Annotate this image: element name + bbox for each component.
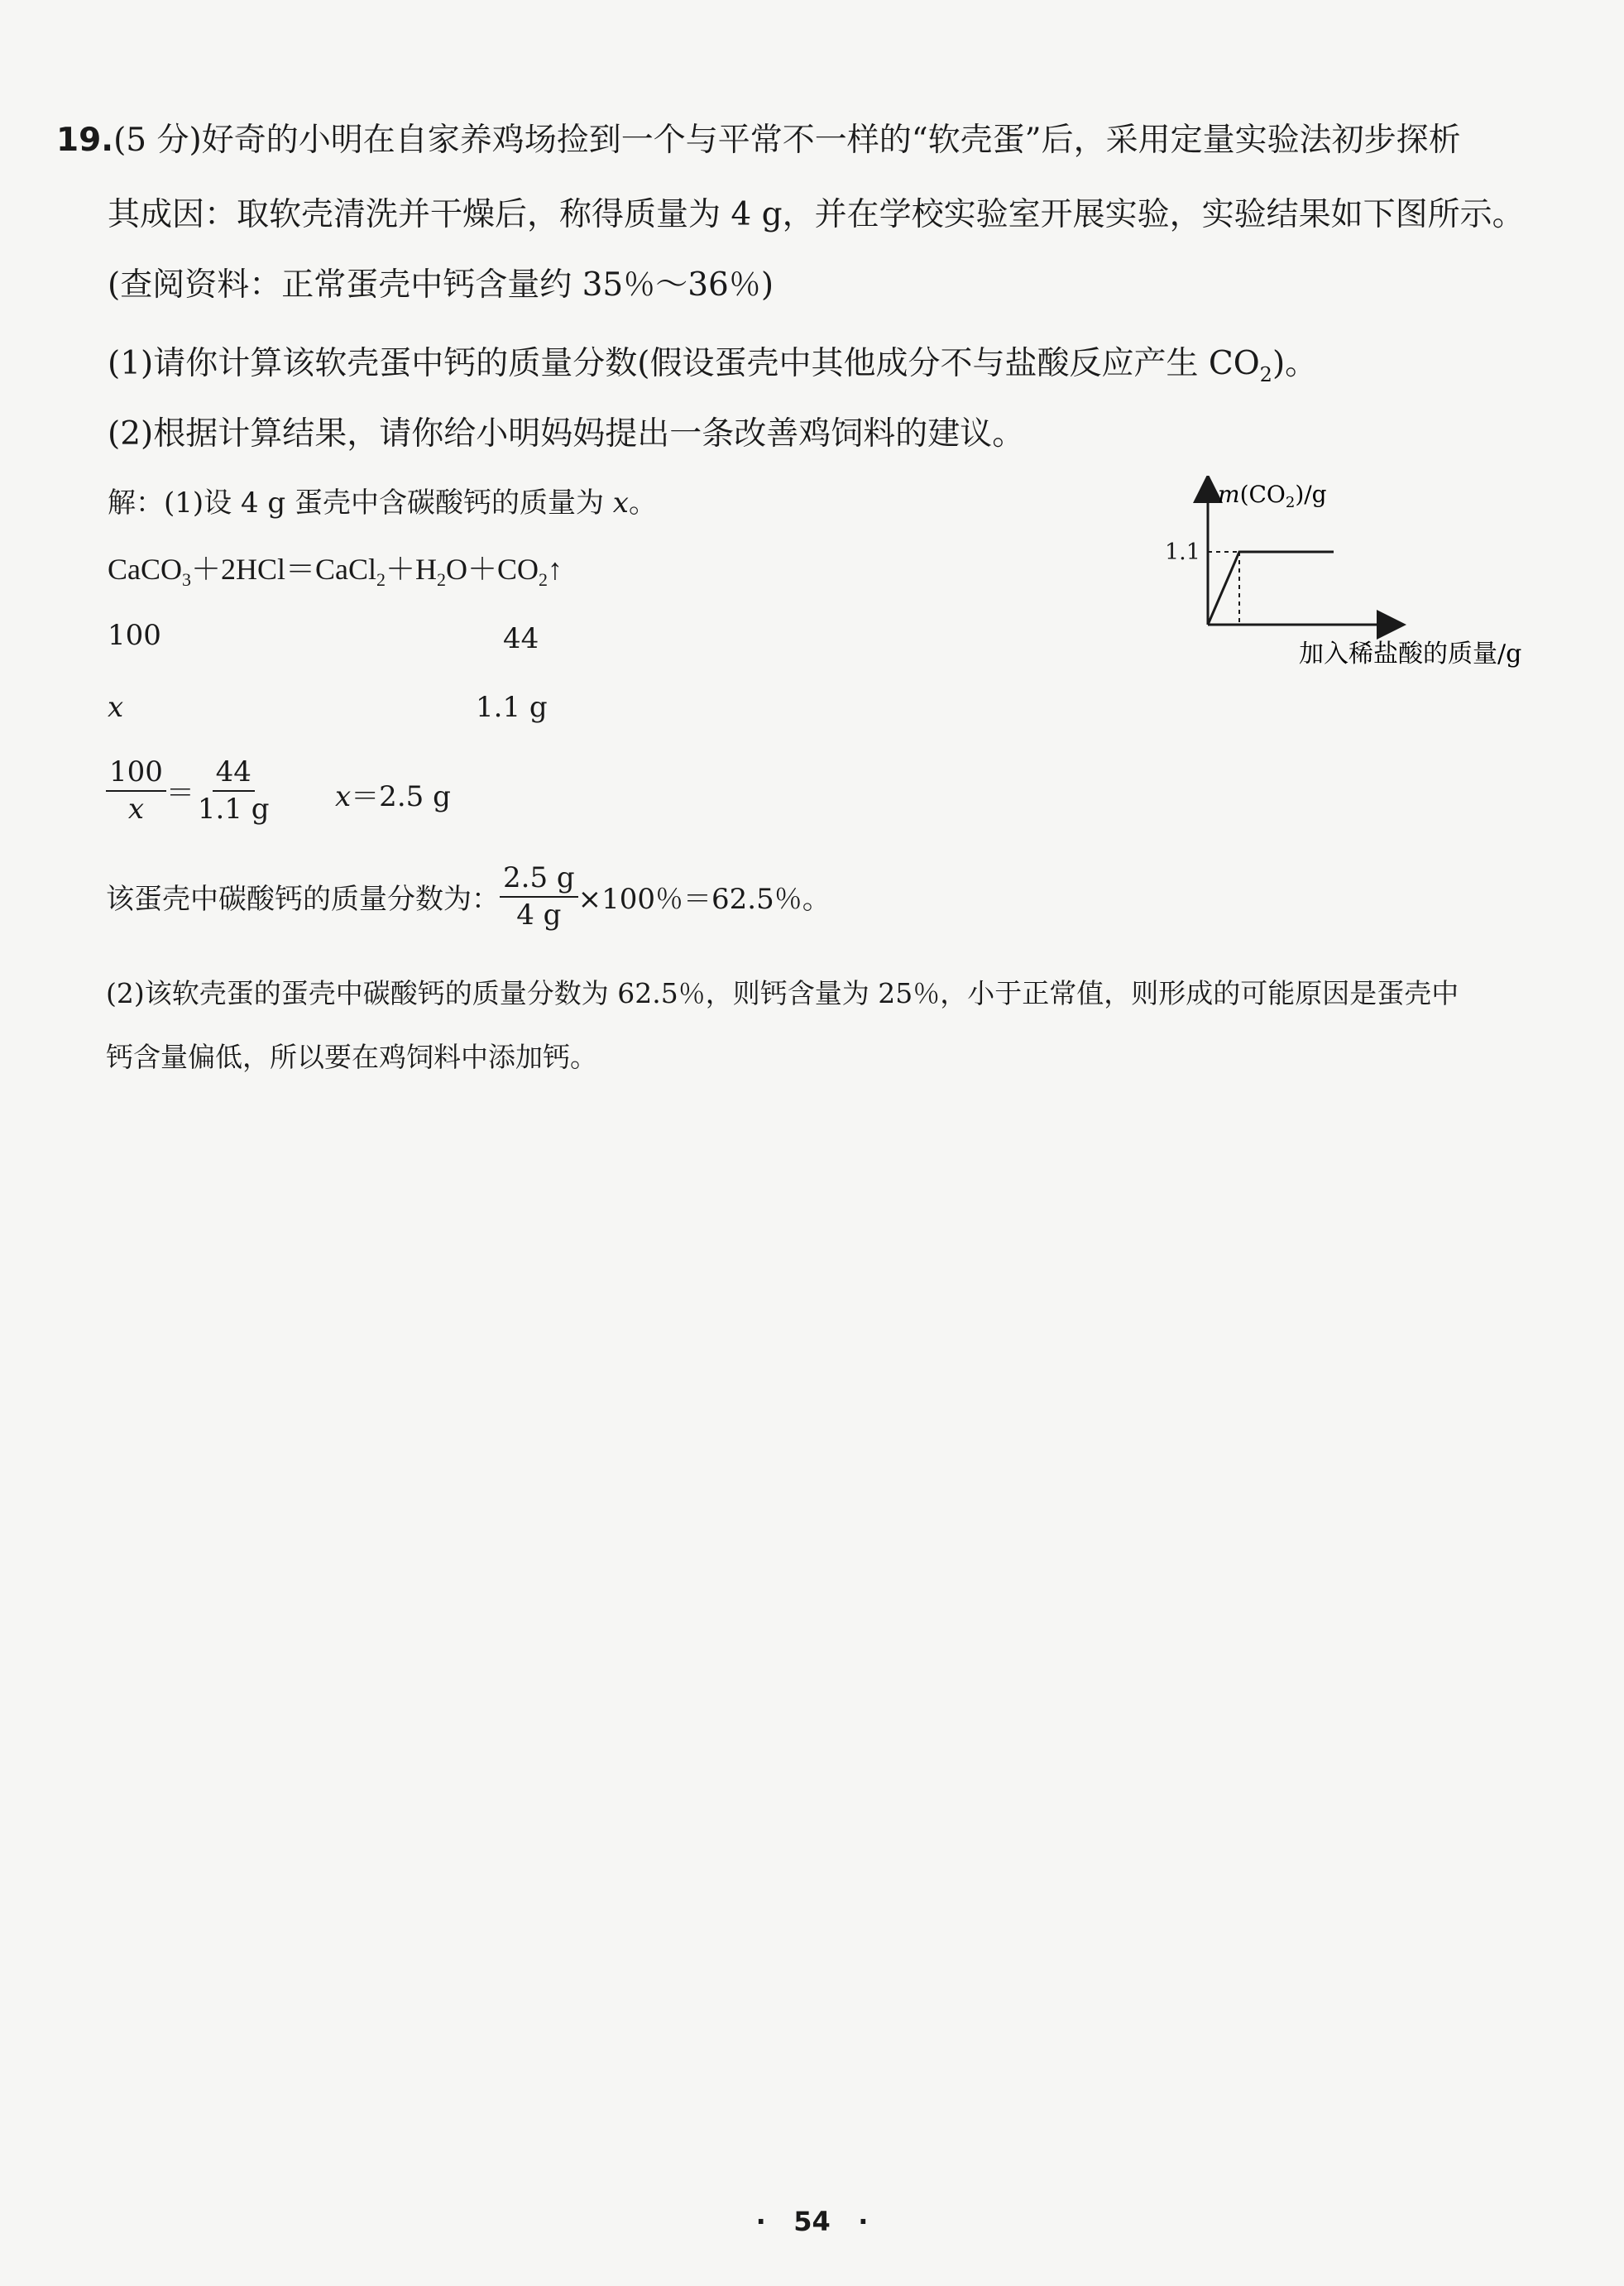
mass-fraction-line: 该蛋壳中碳酸钙的质量分数为： $\frac{2.5 g}{4 g}$ ×100％＝62.5％。 (106, 861, 831, 932)
question-number: 19. (56, 122, 114, 159)
y-tick-label: 1.1 (1165, 539, 1200, 565)
part2-line-2: 钙含量偏低，所以要在鸡饲料中添加钙。 (106, 1041, 597, 1073)
question-line-5: (2)根据计算结果，请你给小明妈妈提出一条改善鸡饲料的建议。 (108, 415, 1025, 453)
question-line-3: (查阅资料：正常蛋壳中钙含量约 35％～36％) (108, 266, 774, 304)
co2-mass-chart (1158, 476, 1555, 683)
question-line-1: 19.(5 分)好奇的小明在自家养鸡场捡到一个与平常不一样的“软壳蛋”后，采用定量实验法初步探析 (56, 122, 1461, 159)
unknown-var: x (108, 691, 124, 724)
chemical-equation: $CaCO_3+2HCl=CaCl_2+H_2O+CO_2↑$ (108, 553, 563, 591)
part2-line-1: (2)该软壳蛋的蛋壳中碳酸钙的质量分数为 62.5％，则钙含量为 25％，小于正常值，则形成的可能原因是蛋壳中 (106, 977, 1459, 1009)
ratio-result: x＝2.5 g (335, 780, 451, 813)
molar-mass-left: 100 (108, 619, 161, 652)
y-axis-label: $m(CO_2)/g$ (1218, 481, 1327, 511)
co2-mass-value: 1.1 g (476, 691, 548, 724)
mass-fraction: $\frac{2.5 g}{4 g}$ (500, 860, 578, 932)
molar-mass-right: 44 (503, 622, 539, 655)
x-axis-label: 加入稀盐酸的质量/g (1299, 640, 1522, 669)
question-line-4: (1)请你计算该软壳蛋中钙的质量分数(假设蛋壳中其他成分不与盐酸反应产生 $CO_2$)。 (108, 345, 1318, 386)
ratio-fraction-right: $\frac{44}{1.1 g}$ (197, 755, 270, 826)
series-line-co2 (1208, 552, 1334, 625)
ratio-equation: $\frac{100}{x}$ ＝ $\frac{44}{1.1 g}$ (106, 755, 273, 827)
page-number: · 54 · (755, 2206, 869, 2237)
question-line-2: 其成因：取软壳清洗并干燥后，称得质量为 4 g，并在学校实验室开展实验，实验结果如下图所示。 (108, 196, 1525, 233)
ratio-fraction-left: $\frac{100}{x}$ (106, 755, 166, 827)
solution-intro: 解：(1)设 4 g 蛋壳中含碳酸钙的质量为 x。 (108, 486, 657, 520)
